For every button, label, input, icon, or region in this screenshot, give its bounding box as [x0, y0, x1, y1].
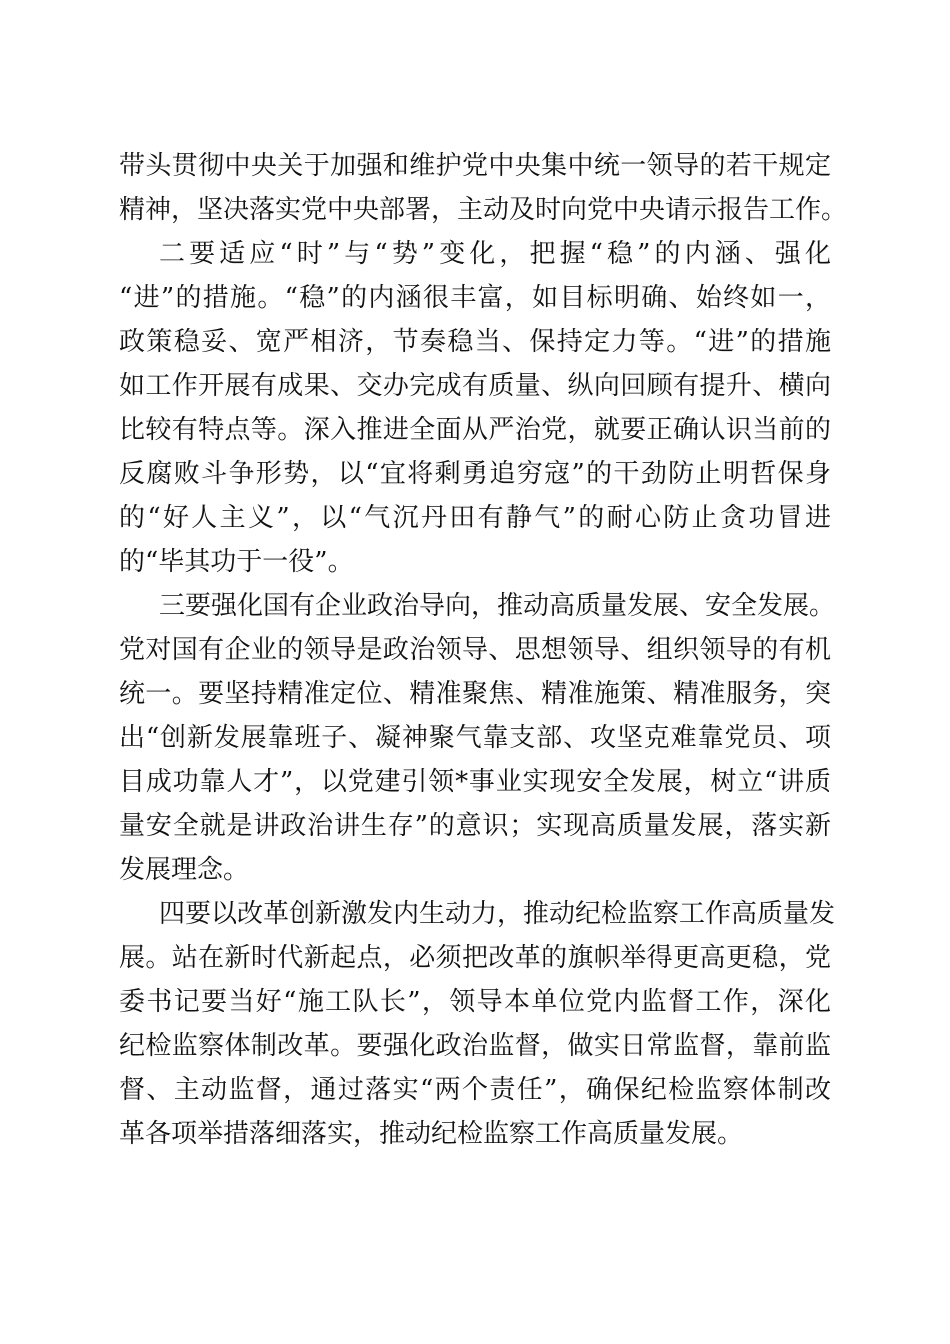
- text-line: 发展理念。: [119, 855, 250, 885]
- paragraph-1: [119, 144, 848, 232]
- text-line: 带头贯彻中央关于加强和维护党中央集中统一领导的若干规定: [119, 151, 831, 181]
- text-line: 量安全就是讲政治讲生存”的意识；实现高质量发展，落实新: [119, 811, 831, 841]
- text-line: 反腐败斗争形势，以“宜将剩勇追穷寇”的干劲防止明哲保身: [119, 459, 831, 489]
- text-line: 如工作开展有成果、交办完成有质量、纵向回顾有提升、横向: [119, 371, 831, 401]
- text-line: 展。站在新时代新起点，必须把改革的旗帜举得更高更稳，党: [119, 943, 831, 973]
- text-line: 统一。要坚持精准定位、精准聚焦、精准施策、精准服务，突: [119, 679, 831, 709]
- text-line: “进”的措施。“稳”的内涵很丰富，如目标明确、始终如一，: [119, 283, 831, 313]
- text-line: 党对国有企业的领导是政治领导、思想领导、组织领导的有机: [119, 635, 831, 665]
- text-line: 的“毕其功于一役”。: [119, 547, 354, 577]
- text-line: 出“创新发展靠班子、凝神聚气靠支部、攻坚克难靠党员、项: [119, 723, 831, 753]
- paragraph-3: [119, 584, 836, 892]
- text-line: 精神，坚决落实党中央部署，主动及时向党中央请示报告工作。: [119, 195, 848, 225]
- text-line: 三要强化国有企业政治导向，推动高质量发展、安全发展。: [159, 591, 836, 621]
- text-line: 比较有特点等。深入推进全面从严治党，就要正确认识当前的: [119, 415, 831, 445]
- text-line: 纪检监察体制改革。要强化政治监督，做实日常监督，靠前监: [119, 1031, 831, 1061]
- text-line: 的“好人主义”，以“气沉丹田有静气”的耐心防止贪功冒进: [119, 503, 831, 533]
- document-body: [119, 144, 848, 1156]
- paragraph-4: [119, 892, 836, 1156]
- paragraph-2: [119, 232, 831, 584]
- text-line: 政策稳妥、宽严相济，节奏稳当、保持定力等。“进”的措施: [119, 327, 831, 357]
- text-line: 革各项举措落细落实，推动纪检监察工作高质量发展。: [119, 1119, 744, 1149]
- text-line: 四要以改革创新激发内生动力，推动纪检监察工作高质量发: [159, 899, 836, 929]
- text-line: 目成功靠人才”，以党建引领*事业实现安全发展，树立“讲质: [119, 767, 831, 797]
- text-line: 二要适应“时”与“势”变化，把握“稳”的内涵、强化: [159, 239, 831, 269]
- text-line: 督、主动监督，通过落实“两个责任”，确保纪检监察体制改: [119, 1075, 831, 1105]
- text-line: 委书记要当好“施工队长”，领导本单位党内监督工作，深化: [119, 987, 831, 1017]
